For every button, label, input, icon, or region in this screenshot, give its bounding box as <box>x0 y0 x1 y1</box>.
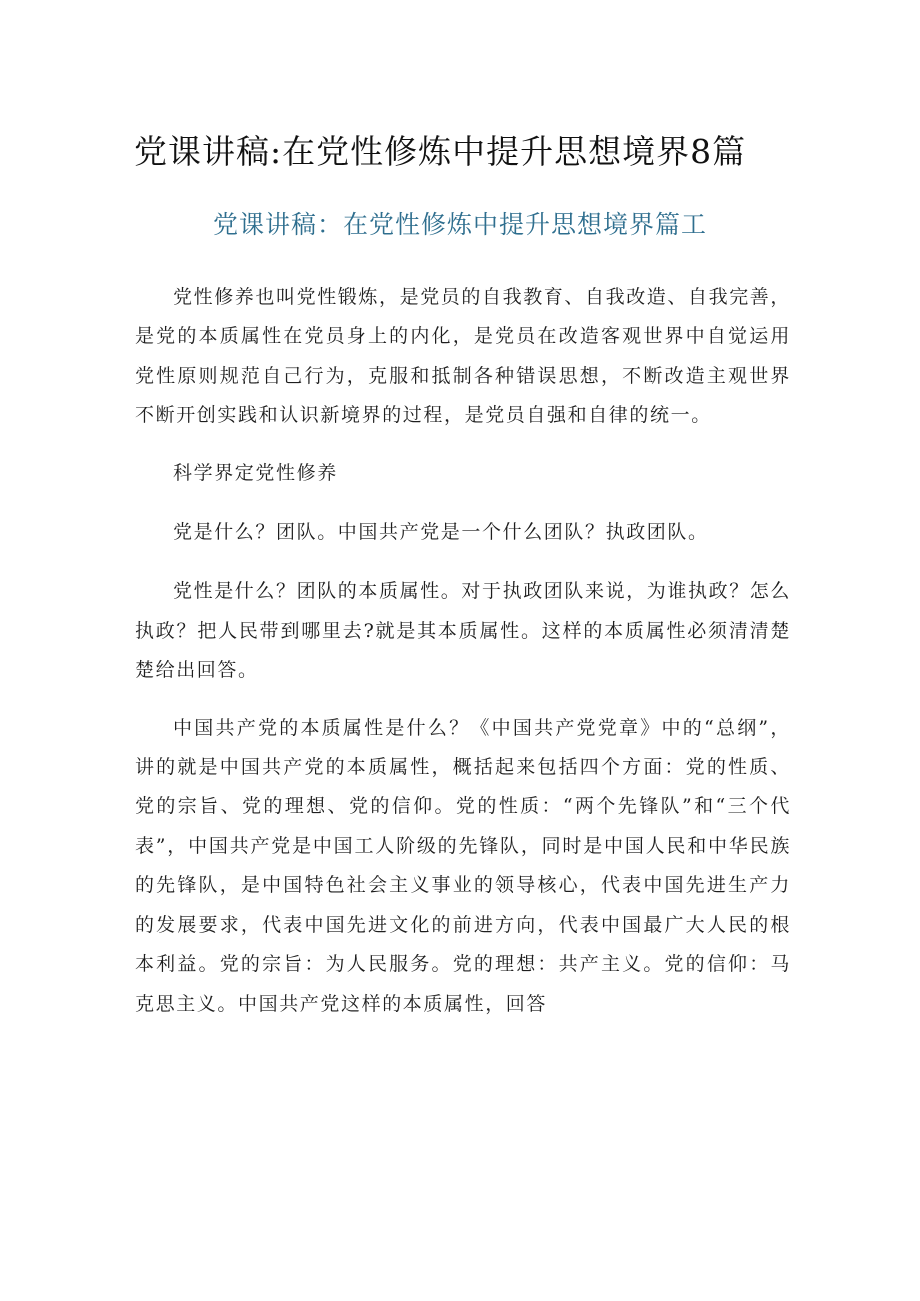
paragraph-definition: 党性修养也叫党性锻炼，是党员的自我教育、自我改造、自我完善，是党的本质属性在党员身上的内化，是党员在改造客观世界中自觉运用党性原则规范自己行为，克服和抵制各种错误思想，不断改造主观世界不断开创实践和认识新境界的过程，是党员自强和自律的统一。 <box>135 286 792 427</box>
paragraph-essential-attributes: 中国共产党的本质属性是什么？《中国共产党党章》中的“总纲”，讲的就是中国共产党的本质属性，概括起来包括四个方面：党的性质、党的宗旨、党的理想、党的信仰。党的性质：“两个先锋队”和“三个代表”，中国共产党是中国工人阶级的先锋队，同时是中国人民和中华民族的先锋队，是中国特色社会主义事业的领导核心，代表中国先进生产力的发展要求，代表中国先进文化的前进方向，代表中国最广大人民的根本利益。党的宗旨：为人民服务。党的理想：共产主义。党的信仰：马克思主义。中国共产党这样的本质属性，回答 <box>135 716 791 1015</box>
document-body <box>135 278 791 1024</box>
paragraph-heading-define: 科学界定党性修养 <box>173 461 338 484</box>
paragraph-what-is-party-nature: 党性是什么？团队的本质属性。对于执政团队来说，为谁执政？怎么执政？把人民带到哪里去?就是其本质属性。这样的本质属性必须清清楚楚给出回答。 <box>135 580 792 682</box>
paragraph-what-is-party: 党是什么？团队。中国共产党是一个什么团队？执政团队。 <box>173 521 709 544</box>
document-title: 党课讲稿:在党性修炼中提升思想境界8篇 <box>134 132 747 171</box>
section-subtitle: 党课讲稿：在党性修炼中提升思想境界篇工 <box>212 210 707 239</box>
